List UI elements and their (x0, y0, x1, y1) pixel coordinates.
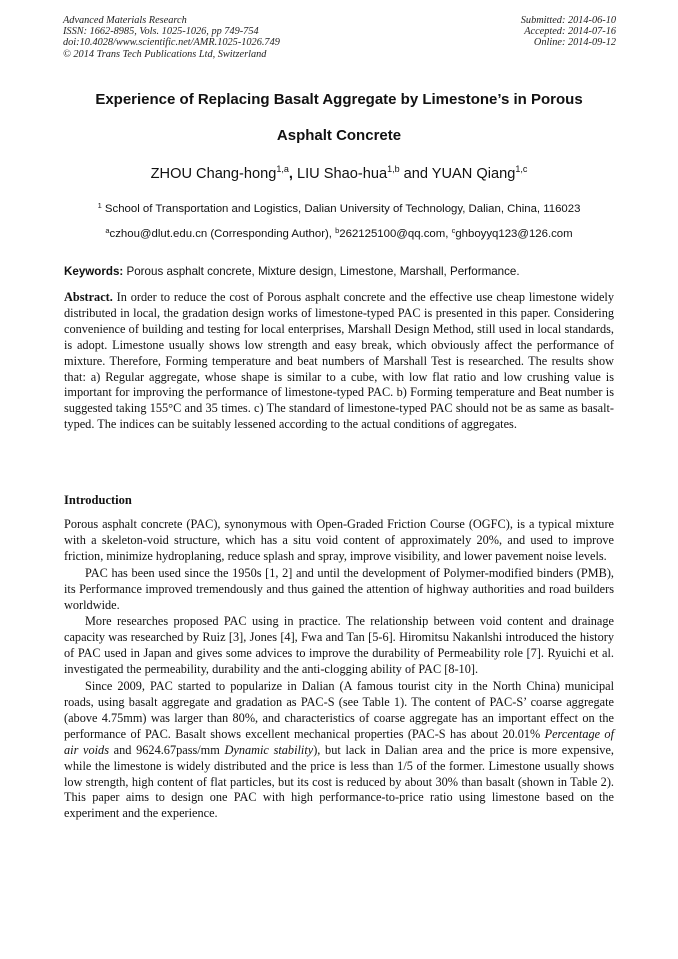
abstract-label: Abstract. (64, 290, 113, 304)
keywords-label: Keywords: (64, 265, 124, 278)
journal-copyright: © 2014 Trans Tech Publications Ltd, Switzerland (63, 48, 267, 60)
intro-p4-term-dynamic-stability: Dynamic stability (224, 742, 314, 757)
email-c-marker: c (451, 226, 456, 235)
journal-doi[interactable]: doi:10.4028/www.scientific.net/AMR.1025-1026.749 (63, 37, 280, 49)
paper-title-line-1: Experience of Replacing Basalt Aggregate by Limestone’s in Porous (95, 91, 583, 108)
keywords-text: Porous asphalt concrete, Mixture design, Limestone, Marshall, Performance. (123, 265, 520, 278)
introduction-body (64, 517, 614, 822)
accepted-date: Accepted: 2014-07-16 (524, 26, 616, 38)
affiliation-text: School of Transportation and Logistics, Dalian University of Technology, Dalian, China, 116023 (101, 203, 581, 215)
journal-issn: ISSN: 1662-8985, Vols. 1025-1026, pp 749-754 (63, 26, 259, 38)
email-b[interactable]: 262125100@qq.com, (339, 228, 452, 240)
author-emails (40, 228, 638, 240)
submission-dates (521, 15, 616, 49)
intro-paragraph-2: PAC has been used since the 1950s [1, 2] and until the development of Polymer-modified binders (PMB), its Performance improved tremendously and thus gained the attention of highway authorities and road builders worldwide. (64, 565, 614, 612)
email-b-marker: b (335, 226, 340, 235)
affiliation-marker: 1 (97, 201, 102, 210)
email-a[interactable]: czhou@dlut.edu.cn (Corresponding Author), (109, 228, 336, 240)
email-c[interactable]: ghboyyq123@126.com (455, 228, 573, 240)
intro-p4-part-c: ), but lack in Dalian area and the price is more expensive, while the limestone is widely distributed and the price is less than 1/5 of the former. Limestone usually shows low strength, high content of flat particles, but its cost is reduced by about 30% than basalt (shown in Table 2). This paper aims to design one PAC with high performance-to-price ratio using limestone based on the experiment and the experience. (64, 742, 614, 821)
keywords (64, 265, 520, 278)
abstract-paragraph (64, 290, 614, 433)
author-liu-affil: 1,b (387, 164, 400, 174)
intro-p4-part-b: and 9624.67pass/mm (109, 742, 225, 757)
author-yuan: YUAN Qiang (431, 166, 516, 182)
author-separator: , (288, 166, 297, 182)
author-yuan-affil: 1,c (515, 164, 528, 174)
intro-paragraph-1: Porous asphalt concrete (PAC), synonymous with Open-Graded Friction Course (OGFC), is a typical mixture with a skeleton-void structure, which has a situ void content of approximately 20%, and used to improve friction, minimize hydroplaning, reduce splash and spray, improve visibility, and lower pavement noise levels. (64, 517, 614, 563)
author-zhou-affil: 1,a (276, 164, 289, 174)
online-date: Online: 2014-09-12 (533, 37, 616, 49)
intro-p4-term-air-voids: Percentage of air voids (64, 726, 614, 757)
paper-title-line-2: Asphalt Concrete (276, 127, 402, 144)
author-zhou: ZHOU Chang-hong (150, 166, 277, 182)
intro-paragraph-3: More researches proposed PAC using in practice. The relationship between void content and drainage capacity was researched by Ruiz [3], Jones [4], Fwa and Tan [5-6]. Hiromitsu Nakanlshi introduced the history of PAC used in Japan and gives some advices to improve the durability of Permeability role [7]. Ryuichi et al. investigated the permeability, durability and the anti-clogging ability of PAC [8-10]. (64, 614, 614, 677)
journal-header (63, 15, 280, 60)
affiliation (40, 203, 638, 215)
intro-p4-part-a: Since 2009, PAC started to popularize in Dalian (A famous tourist city in the North China) municipal roads, using basalt aggregate and gradation as PAC-S (see Table 1). The content of PAC-S’ coarse aggregate (above 4.75mm) was larger than 80%, and characteristics of coarse aggregate has an important effect on the performance of PAC. Basalt shows excellent mechanical properties (PAC-S has about 20.01% (64, 679, 614, 741)
abstract-text: In order to reduce the cost of Porous asphalt concrete and the effective use cheap limestone widely distributed in local, the gradation design works of limestone-typed PAC is presented in this paper. Considering convenience of building and testing for local enterprises, Marshall Design Method, still used in local standards, is adopt. Limestone usually shows low strength and easy break, which obviously affect the performance of mixture. Therefore, Forming temperature and beat numbers of Marshall Test is researched. The results show that: a) Regular aggregate, whose shape is similar to a cube, with low flat ratio and low crushing value is important for improving the performance of limestone-typed PAC. b) Forming temperature and Beat number is suggested taking 155°C and 35 times. c) The standard of limestone-typed PAC should not be as same as basalt-typed. The indices can be suitably lessened according to the actual conditions of aggregates. (64, 290, 614, 432)
author-list (40, 166, 638, 182)
abstract (64, 290, 614, 433)
section-heading-introduction: Introduction (64, 493, 132, 507)
author-liu: LIU Shao-hua (297, 166, 388, 182)
journal-name: Advanced Materials Research (63, 15, 187, 26)
author-separator-and: and (399, 166, 432, 182)
submitted-date: Submitted: 2014-06-10 (520, 15, 616, 26)
email-a-marker: a (105, 226, 110, 235)
intro-paragraph-4 (64, 679, 614, 822)
